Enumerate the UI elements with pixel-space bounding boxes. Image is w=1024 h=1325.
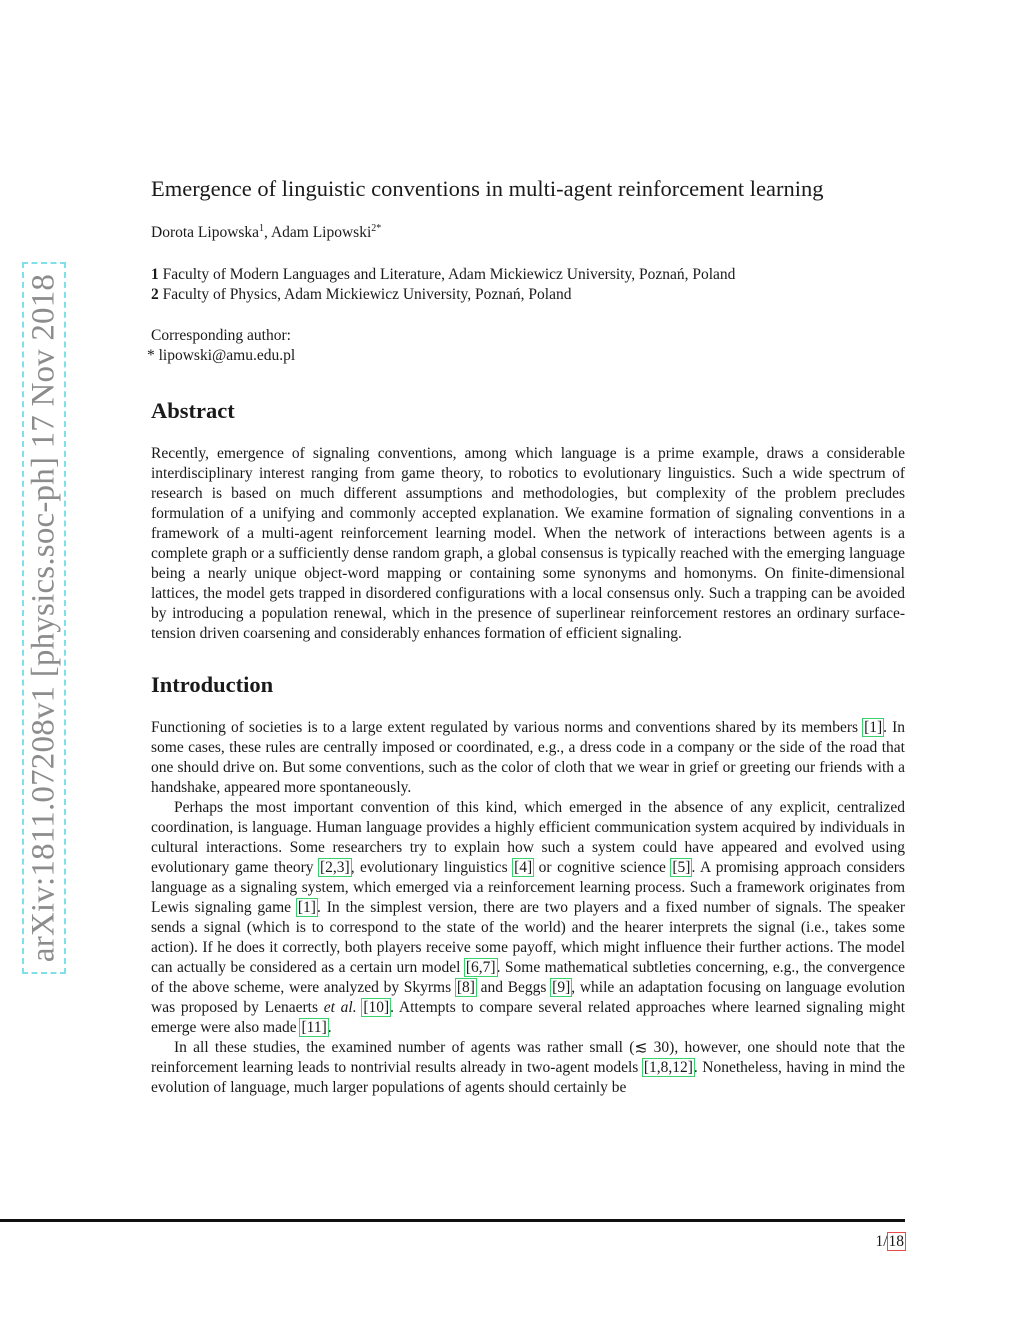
author-name: Dorota Lipowska	[151, 224, 260, 242]
author-separator: ,	[264, 224, 271, 242]
corresponding-author	[147, 326, 905, 366]
introduction-heading: Introduction	[151, 672, 274, 698]
text-run: , evolutionary linguistics	[350, 859, 514, 877]
abstract-heading: Abstract	[151, 398, 235, 424]
paragraph	[151, 1038, 905, 1098]
page-total-link[interactable]: 18	[888, 1233, 904, 1250]
text-run: In all these studies, the examined number of agents was rather small (≲ 30), however, one should note that the reinforcement learning leads to nontrivial results already in two-agent models	[151, 1039, 905, 1077]
paragraph	[151, 798, 905, 1038]
text-run: .	[327, 1019, 332, 1037]
affiliation-number: 2	[151, 286, 159, 304]
corresponding-label: Corresponding author:	[151, 327, 291, 345]
citation-link[interactable]: [6,7]	[465, 959, 496, 977]
arxiv-stamp	[22, 262, 66, 974]
page-current: 1/	[875, 1233, 888, 1250]
author-list	[151, 223, 905, 242]
paper-content	[147, 176, 906, 1098]
citation-link[interactable]: [1]	[864, 719, 883, 737]
affiliation-number: 1	[151, 266, 159, 284]
footer-rule	[0, 1219, 905, 1222]
affiliation-text: Faculty of Modern Languages and Literature, Adam Mickiewicz University, Poznań, Poland	[162, 266, 736, 284]
text-run: . In some cases, these rules are centrally imposed or coordinated, e.g., a dress code in a company or the side of the road that one should drive on. But some conventions, such as the color of cloth that we wear in grief or greeting our friends with a handshake, appeared more spontaneously.	[151, 719, 905, 797]
author-name: Adam Lipowski	[270, 224, 372, 242]
text-run: . A promising approach considers language as a signaling system, which emerged via a reinforcement learning process. Such a framework originates from Lewis signaling game	[151, 859, 905, 917]
citation-link[interactable]: [10]	[363, 999, 390, 1017]
corresponding-email[interactable]: * lipowski@amu.edu.pl	[147, 347, 296, 365]
text-run: Perhaps the most important convention of this kind, which emerged in the absence of any explicit, centralized coordination, is language. Human language provides a highly efficient communication system acquired by individuals in cultural interactions. Some researchers try to explain how such a system could have appeared and evolved using evolutionary game theory	[151, 799, 905, 877]
citation-link[interactable]: [5]	[672, 859, 691, 877]
affiliation-text: Faculty of Physics, Adam Mickiewicz University, Poznań, Poland	[162, 286, 572, 304]
citation-link[interactable]: [1]	[297, 899, 316, 917]
text-run-italic: et al.	[323, 999, 357, 1017]
citation-link[interactable]: [8]	[456, 979, 475, 997]
author-affiliation-mark: 1	[259, 223, 265, 234]
text-run: . Attempts to compare several related approaches where learned signaling might emerge were also made	[151, 999, 905, 1037]
page-number	[875, 1233, 905, 1251]
text-run: . In the simplest version, there are two players and a fixed number of signals. The speaker sends a signal (which is to correspond to the state of the world) and the hearer interprets the signal (i.e., takes some action). If he does it correctly, both players receive some payoff, which might influence their further actions. The model can actually be considered as a certain urn model	[151, 899, 905, 977]
text-run: . Nonetheless, having in mind the evolution of language, much larger populations of agents should certainly be	[151, 1059, 905, 1097]
citation-link[interactable]: [1,8,12]	[643, 1059, 693, 1077]
affiliation-1	[151, 265, 905, 285]
text-run: or cognitive science	[533, 859, 672, 877]
affiliation-2	[151, 285, 905, 305]
text-run: . Some mathematical subtleties concerning, e.g., the convergence of the above scheme, were analyzed by Skyrms	[151, 959, 905, 997]
text-run: and Beggs	[475, 979, 552, 997]
abstract-text: Recently, emergence of signaling conventions, among which language is a prime example, draws a considerable interdisciplinary interest ranging from game theory, to robotics to evolutionary linguistics. Such a wide spectrum of research is based on much different assumptions and methodologies, but complexity of the problem precludes formulation of a unifying and commonly accepted explanation. We examine formation of signaling conventions in a framework of a multi-agent reinforcement learning model. When the network of interactions between agents is a complete graph or a sufficiently dense random graph, a global consensus is typically reached with the emerging language being a nearly unique object-word mapping or containing some synonyms and homonyms. On finite-dimensional lattices, the model gets trapped in disordered configurations with a local consensus only. Such a trapping can be avoided by introducing a population renewal, which in the presence of superlinear reinforcement restores an ordinary surface-tension driven coarsening and considerably enhances formation of efficient signaling.	[151, 445, 905, 643]
citation-link[interactable]: [11]	[301, 1019, 327, 1037]
paper-title: Emergence of linguistic conventions in multi-agent reinforcement learning	[151, 176, 824, 201]
citation-link[interactable]: [4]	[514, 859, 533, 877]
text-run: Functioning of societies is to a large extent regulated by various norms and conventions shared by its members	[151, 719, 864, 737]
citation-link[interactable]: [2,3]	[319, 859, 350, 877]
author-affiliation-mark: 2*	[371, 223, 382, 234]
citation-link[interactable]: [9]	[552, 979, 571, 997]
text-run: , while an adaptation focusing on language evolution was proposed by Lenaerts	[151, 979, 906, 1017]
introduction-body	[151, 718, 905, 1098]
paragraph	[151, 718, 905, 798]
arxiv-identifier: arXiv:1811.07208v1 [physics.soc-ph] 17 Nov 2018	[25, 273, 62, 963]
